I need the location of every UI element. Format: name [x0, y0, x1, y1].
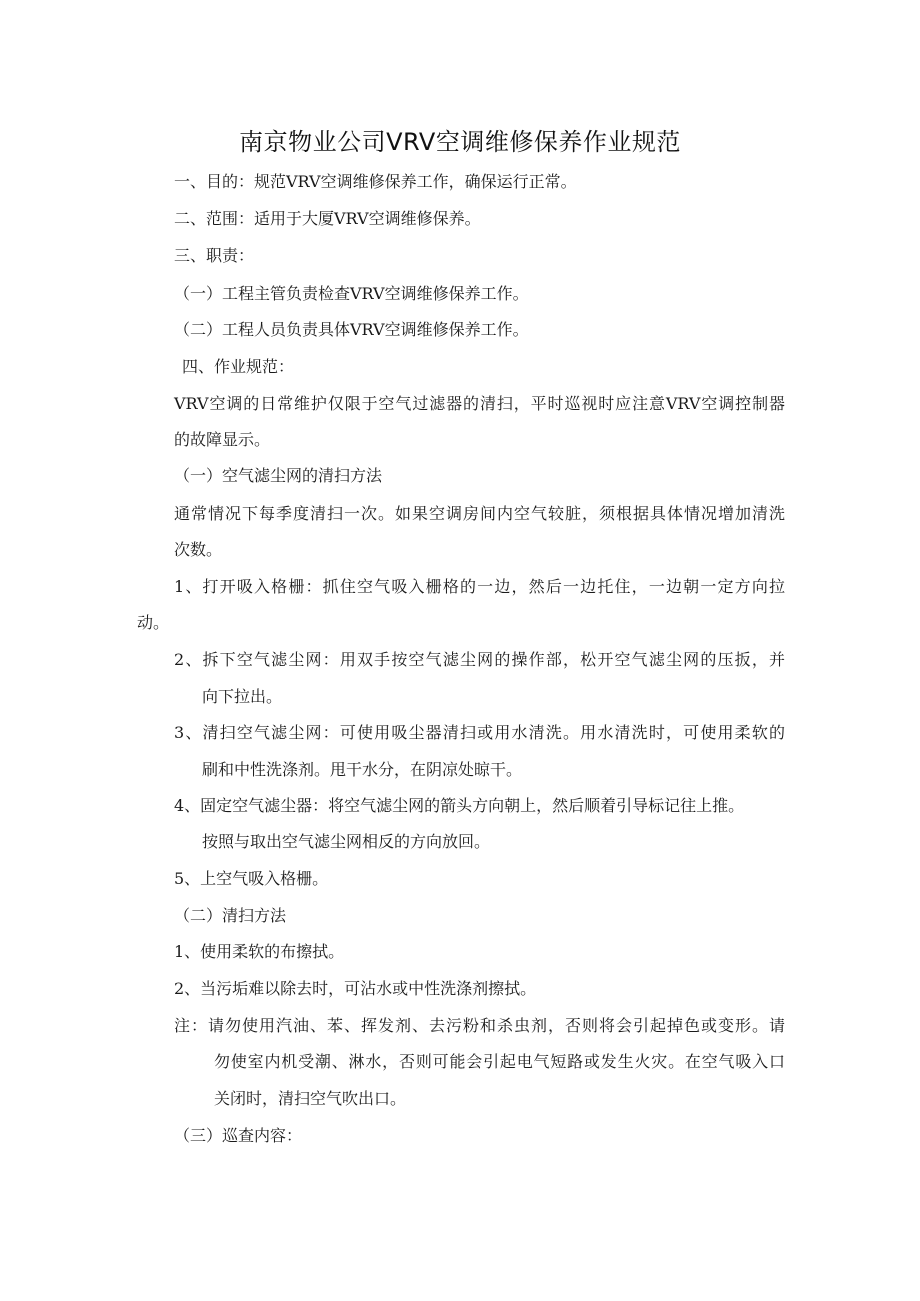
step-1-line-1: 1、打开吸入格栅：抓住空气吸入栅格的一边，然后一边托住，一边朝一定方向拉 [174, 577, 785, 596]
responsibility-item-2: （二）工程人员负责具体VRV空调维修保养工作。 [174, 320, 529, 339]
step-3-line-1: 3、清扫空气滤尘网：可使用吸尘器清扫或用水清洗。用水清洗时，可使用柔软的 [174, 723, 785, 742]
step-3-line-2: 刷和中性洗涤剂。甩干水分，在阴凉处晾干。 [202, 760, 523, 779]
step-4-line-1: 4、固定空气滤尘器：将空气滤尘网的箭头方向朝上，然后顺着引导标记往上推。 [174, 796, 745, 815]
subsection-inspection: （三）巡查内容： [174, 1126, 303, 1145]
document-title: 南京物业公司VRV空调维修保养作业规范 [239, 128, 681, 156]
section-procedure-heading: 四、作业规范： [182, 357, 295, 376]
cleaning-step-1: 1、使用柔软的布擦拭。 [174, 942, 345, 961]
filter-frequency-line-1: 通常情况下每季度清扫一次。如果空调房间内空气较脏，须根据具体情况增加清洗 [174, 504, 785, 523]
step-5: 5、上空气吸入格栅。 [174, 869, 329, 888]
subsection-cleaning-method: （二）清扫方法 [174, 906, 287, 925]
section-purpose: 一、目的：规范VRV空调维修保养工作，确保运行正常。 [174, 172, 577, 191]
step-2-line-1: 2、拆下空气滤尘网：用双手按空气滤尘网的操作部，松开空气滤尘网的压扳，并 [174, 650, 785, 669]
procedure-intro-line-2: 的故障显示。 [174, 430, 271, 449]
filter-frequency-line-2: 次数。 [174, 540, 223, 559]
note-line-1: 注：请勿使用汽油、苯、挥发剂、去污粉和杀虫剂，否则将会引起掉色或变形。请 [174, 1016, 785, 1035]
step-4-line-2: 按照与取出空气滤尘网相反的方向放回。 [202, 832, 491, 851]
procedure-intro-line-1: VRV空调的日常维护仅限于空气过滤器的清扫，平时巡视时应注意VRV空调控制器 [174, 394, 785, 413]
subsection-filter-cleaning: （一）空气滤尘网的清扫方法 [174, 466, 383, 485]
cleaning-step-2: 2、当污垢难以除去时，可沾水或中性洗涤剂擦拭。 [174, 979, 537, 998]
note-line-3: 关闭时，清扫空气吹出口。 [214, 1089, 407, 1108]
step-1-line-2: 动。 [137, 613, 170, 632]
section-responsibility-heading: 三、职责： [174, 246, 255, 265]
section-scope: 二、范围：适用于大厦VRV空调维修保养。 [174, 209, 481, 228]
step-2-line-2: 向下拉出。 [202, 687, 283, 706]
responsibility-item-1: （一）工程主管负责检查VRV空调维修保养工作。 [174, 284, 529, 303]
note-line-2: 勿使室内机受潮、淋水，否则可能会引起电气短路或发生火灾。在空气吸入口 [214, 1052, 785, 1071]
